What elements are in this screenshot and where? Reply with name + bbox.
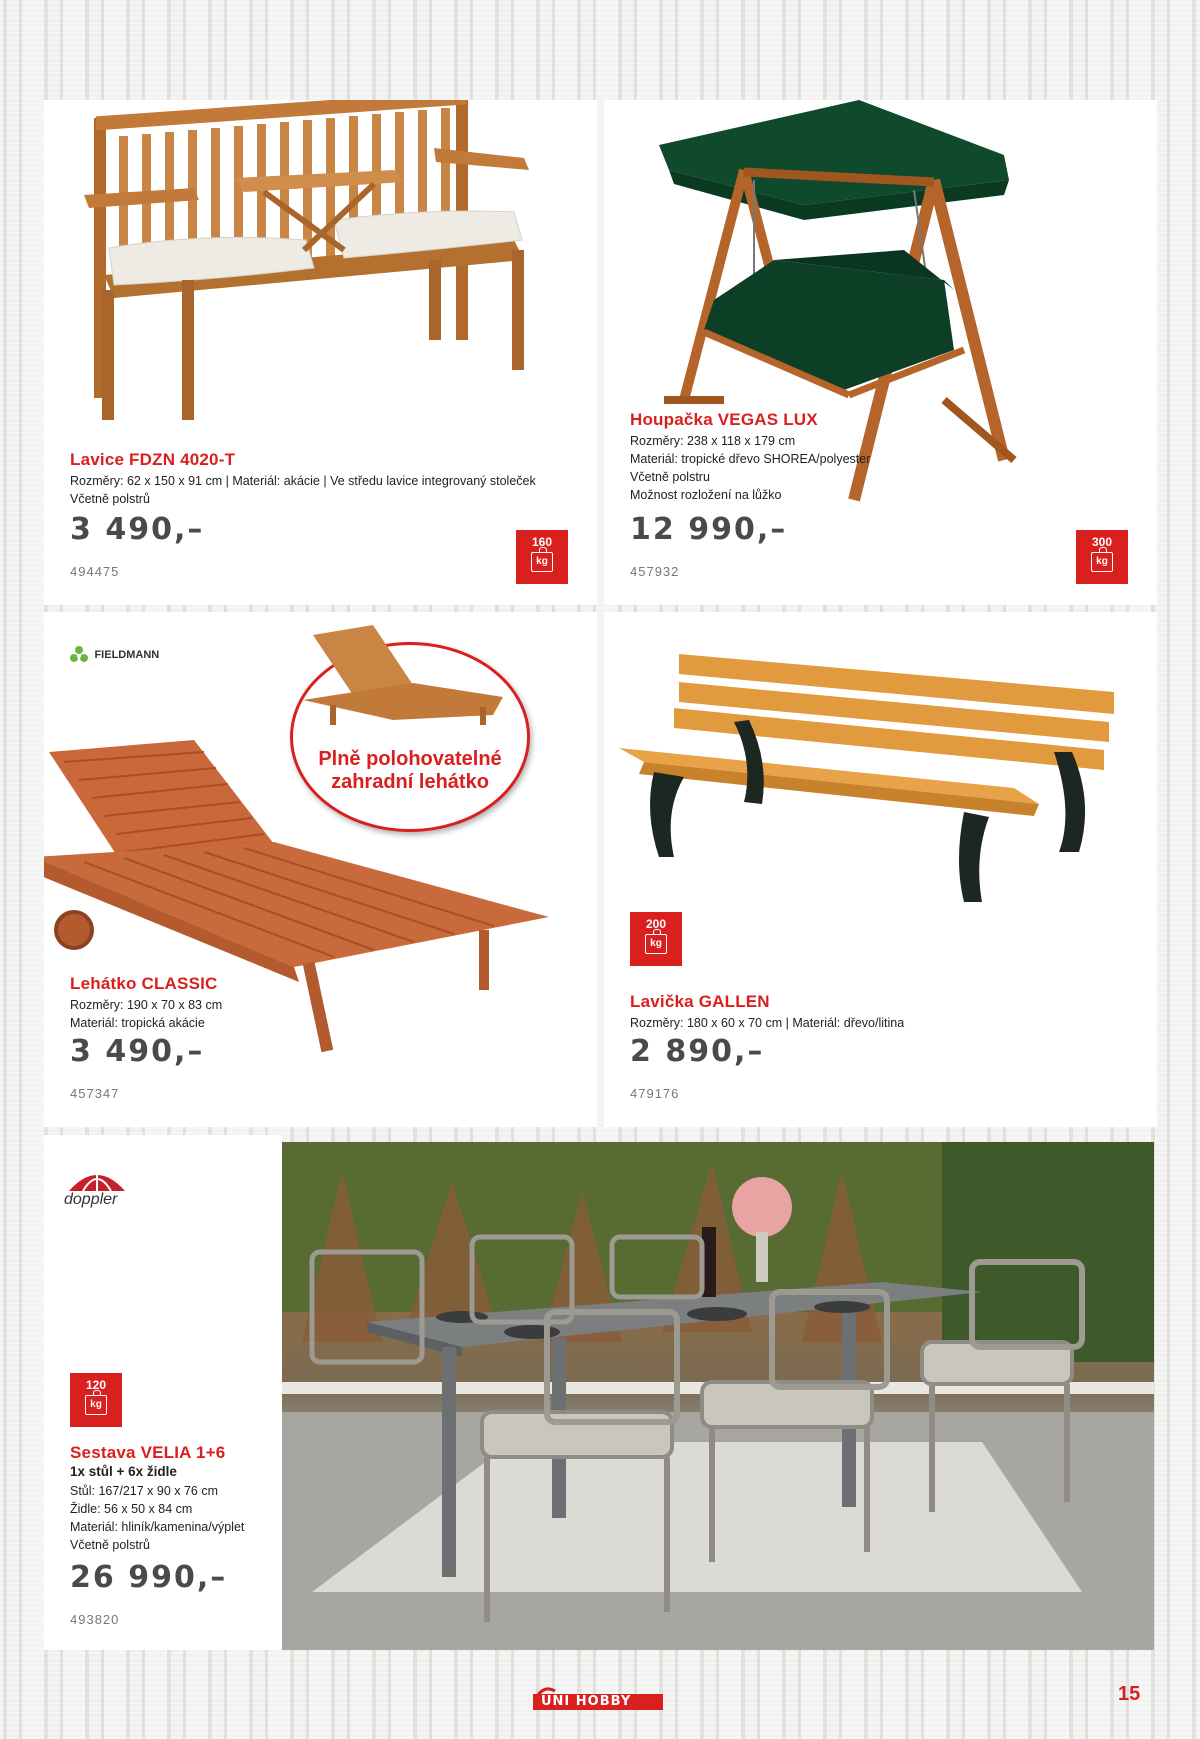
product-code: 457932 — [630, 564, 680, 579]
spec-line: Včetně polstrů — [70, 492, 150, 506]
product-code: 494475 — [70, 564, 120, 579]
weight-icon — [85, 1395, 107, 1415]
product-card-sestava-velia — [44, 1135, 282, 1650]
spec-line: Možnost rozložení na lůžko — [630, 488, 782, 502]
product-code: 493820 — [70, 1612, 120, 1627]
spec-line: Rozměry: 238 x 118 x 179 cm — [630, 434, 796, 448]
fieldmann-wordmark: FIELDMANN — [94, 649, 160, 661]
product-specs — [630, 432, 870, 504]
weight-icon — [1091, 552, 1113, 572]
bench-gallen-image — [604, 612, 1157, 912]
weight-unit: kg — [90, 1399, 102, 1410]
uni-hobby-wordmark: UNI HOBBY — [541, 1694, 632, 1709]
spec-line: Rozměry: 180 x 60 x 70 cm | Materiál: dřevo/litina — [630, 1016, 905, 1030]
weight-badge — [516, 530, 568, 584]
spec-line: Židle: 56 x 50 x 84 cm — [70, 1502, 193, 1516]
badge-line: zahradní lehátko — [331, 771, 489, 793]
product-price: 26 990,– — [70, 1560, 228, 1595]
weight-value: 300 — [1091, 535, 1113, 549]
product-name: Sestava VELIA 1+6 — [70, 1443, 226, 1462]
product-code: 479176 — [630, 1086, 680, 1101]
product-price: 12 990,– — [630, 512, 788, 547]
spec-line: Včetně polstru — [630, 470, 710, 484]
product-name: Houpačka VEGAS LUX — [630, 410, 818, 429]
weight-value: 160 — [531, 535, 553, 549]
weight-badge — [70, 1373, 122, 1427]
product-subtitle: 1x stůl + 6x židle — [70, 1464, 177, 1479]
product-name: Lavice FDZN 4020-T — [70, 450, 236, 469]
product-specs — [70, 996, 222, 1032]
weight-unit: kg — [650, 938, 662, 949]
doppler-wordmark: doppler — [64, 1191, 118, 1208]
velia-set-photo — [282, 1142, 1154, 1650]
spec-line: Materiál: tropická akácie — [70, 1016, 205, 1030]
weight-value: 200 — [645, 917, 667, 931]
weight-unit: kg — [536, 556, 548, 567]
page-number: 15 — [1118, 1683, 1141, 1705]
weight-badge — [630, 912, 682, 966]
spec-line: Včetně polstrů — [70, 1538, 150, 1552]
badge-line: Plně polohovatelné — [318, 748, 502, 770]
velia-set-image — [282, 1142, 1154, 1650]
product-name: Lavička GALLEN — [630, 992, 770, 1011]
uni-hobby-logo — [533, 1682, 663, 1710]
weight-unit: kg — [1096, 556, 1108, 567]
feature-badge — [290, 642, 530, 832]
weight-icon — [645, 934, 667, 954]
weight-icon — [531, 552, 553, 572]
spec-line: Rozměry: 62 x 150 x 91 cm | Materiál: akácie | Ve středu lavice integrovaný stoleček — [70, 474, 536, 488]
spec-line: Materiál: tropické dřevo SHOREA/polyester — [630, 452, 871, 466]
weight-value: 120 — [85, 1378, 107, 1392]
feature-badge-text — [300, 748, 520, 794]
spec-line: Materiál: hliník/kamenina/výplet — [70, 1520, 245, 1534]
product-card-lavice-fdzn — [44, 100, 597, 605]
product-price: 3 490,– — [70, 1034, 205, 1069]
bench-fdzn-image — [44, 100, 597, 440]
product-card-lavicka-gallen — [604, 612, 1157, 1127]
spec-line: Stůl: 167/217 x 90 x 76 cm — [70, 1484, 219, 1498]
doppler-logo — [64, 1165, 130, 1209]
product-specs — [70, 1482, 244, 1554]
product-code: 457347 — [70, 1086, 120, 1101]
product-specs — [630, 1014, 904, 1032]
product-card-houpacka-vegas — [604, 100, 1157, 605]
product-specs — [70, 472, 536, 508]
weight-badge — [1076, 530, 1128, 584]
doppler-umbrella-icon — [64, 1165, 130, 1193]
product-price: 3 490,– — [70, 512, 205, 547]
product-price: 2 890,– — [630, 1034, 765, 1069]
spec-line: Rozměry: 190 x 70 x 83 cm — [70, 998, 223, 1012]
lounger-thumbnail-image — [293, 615, 527, 725]
product-name: Lehátko CLASSIC — [70, 974, 218, 993]
